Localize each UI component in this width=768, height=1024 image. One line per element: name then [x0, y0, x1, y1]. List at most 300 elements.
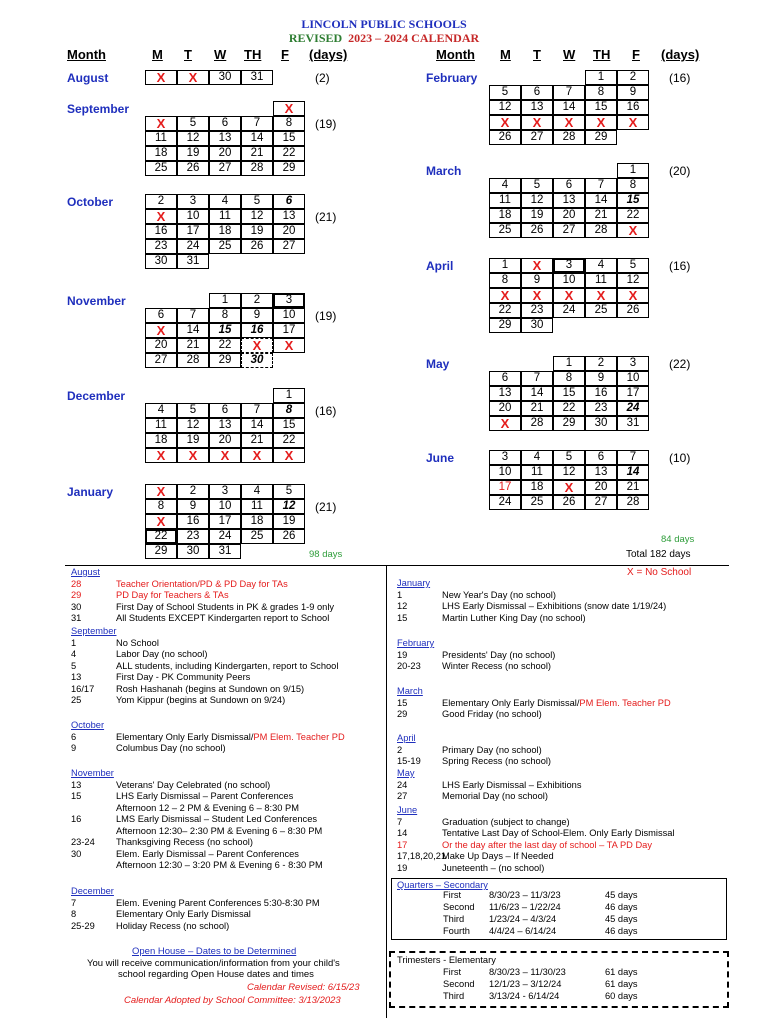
day-cell-march: 19: [521, 208, 553, 223]
term-range: 12/1/23 – 3/12/24: [489, 979, 562, 989]
col-f-left: F: [281, 47, 289, 62]
event-text: Rosh Hashanah (begins at Sundown on 9/15): [116, 683, 305, 694]
day-cell-december: 4: [145, 403, 177, 418]
day-cell-june: 24: [489, 495, 521, 510]
col-m-right: M: [500, 47, 511, 62]
event-date: 19: [397, 862, 408, 873]
day-cell-november: 29: [209, 353, 241, 368]
event-date: 19: [397, 649, 408, 660]
term-days: 60 days: [605, 991, 638, 1001]
day-cell-april: 5: [617, 258, 649, 273]
day-cell-march: 14: [585, 193, 617, 208]
day-cell-may: 23: [585, 401, 617, 416]
day-cell-january: 11: [241, 499, 273, 514]
day-cell-april: X: [617, 288, 649, 303]
event-date: 28: [71, 578, 82, 589]
event-text: Martin Luther King Day (no school): [442, 612, 586, 623]
day-cell-march: 5: [521, 178, 553, 193]
day-cell-may: X: [489, 416, 521, 431]
day-cell-april: X: [553, 288, 585, 303]
day-cell-october: X: [145, 209, 177, 224]
day-cell-december: 11: [145, 418, 177, 433]
day-cell-november: 21: [177, 338, 209, 353]
day-cell-january: 2: [177, 484, 209, 499]
day-cell-september: 18: [145, 146, 177, 161]
day-cell-october: 6: [273, 194, 305, 209]
event-date: 15: [397, 697, 408, 708]
day-cell-march: 11: [489, 193, 521, 208]
event-section-january: January: [397, 578, 431, 588]
day-cell-april: X: [585, 288, 617, 303]
day-cell-february: 8: [585, 85, 617, 100]
day-cell-october: 13: [273, 209, 305, 224]
event-date: 16: [71, 814, 82, 824]
day-cell-may: 7: [521, 371, 553, 386]
term-name: Second: [443, 902, 475, 912]
term-days: 46 days: [605, 902, 638, 912]
day-cell-october: 10: [177, 209, 209, 224]
day-cell-april: 10: [553, 273, 585, 288]
day-cell-june: 6: [585, 450, 617, 465]
day-cell-january: 23: [177, 529, 209, 544]
day-cell-january: X: [145, 514, 177, 529]
month-days-november: (19): [315, 309, 337, 323]
term-range: 8/30/23 – 11/3/23: [489, 890, 561, 900]
divider-horizontal: [65, 565, 729, 566]
event-text: LMS Early Dismissal – Student Led Conferences: [116, 814, 318, 824]
day-cell-september: 12: [177, 131, 209, 146]
day-cell-march: 8: [617, 178, 649, 193]
event-text: First Day - PK Community Peers: [116, 672, 251, 682]
event-date: 9: [71, 743, 77, 753]
month-name-august: August: [67, 71, 109, 85]
day-cell-march: X: [617, 223, 649, 238]
event-date: 7: [71, 897, 77, 908]
day-cell-december: 14: [241, 418, 273, 433]
day-cell-october: 24: [177, 239, 209, 254]
day-cell-september: 6: [209, 116, 241, 131]
day-cell-august: 31: [241, 70, 273, 85]
day-cell-january: 10: [209, 499, 241, 514]
col-f-right: F: [632, 47, 640, 62]
day-cell-december: 15: [273, 418, 305, 433]
day-cell-june: 7: [617, 450, 649, 465]
day-cell-october: 31: [177, 254, 209, 269]
event-date: 16/17: [71, 683, 95, 694]
event-text: Yom Kippur (begins at Sundown on 9/24): [116, 695, 286, 705]
day-cell-september: 5: [177, 116, 209, 131]
day-cell-january: 19: [273, 514, 305, 529]
day-cell-october: 11: [209, 209, 241, 224]
day-cell-february: 15: [585, 100, 617, 115]
day-cell-january: 22: [145, 529, 177, 544]
revised-label: REVISED: [288, 31, 343, 45]
day-cell-september: 22: [273, 146, 305, 161]
day-cell-june: 3: [489, 450, 521, 465]
day-cell-march: 27: [553, 223, 585, 238]
day-cell-april: X: [521, 288, 553, 303]
event-section-april: April: [397, 733, 416, 743]
day-cell-october: 4: [209, 194, 241, 209]
day-cell-november: 8: [209, 308, 241, 323]
month-days-june: (10): [669, 451, 691, 465]
day-cell-december: 6: [209, 403, 241, 418]
day-cell-april: 11: [585, 273, 617, 288]
event-text: No School: [116, 637, 159, 648]
day-cell-june: 18: [521, 480, 553, 495]
day-cell-february: 1: [585, 70, 617, 85]
day-cell-may: 1: [553, 356, 585, 371]
day-cell-september: 15: [273, 131, 305, 146]
term-name: First: [443, 967, 462, 977]
event-date: 15-19: [397, 756, 421, 766]
day-cell-january: 9: [177, 499, 209, 514]
day-cell-may: 22: [553, 401, 585, 416]
event-section-september: September: [71, 626, 117, 636]
day-cell-december: X: [177, 448, 209, 463]
day-cell-september: 20: [209, 146, 241, 161]
open-house-note-1: You will receive communication/information from your child's: [87, 958, 340, 969]
day-cell-january: 29: [145, 544, 177, 559]
day-cell-march: 12: [521, 193, 553, 208]
day-cell-october: 23: [145, 239, 177, 254]
event-text: Make Up Days – If Needed: [442, 851, 554, 861]
day-cell-january: 24: [209, 529, 241, 544]
month-name-december: December: [67, 389, 126, 403]
month-name-march: March: [426, 164, 462, 178]
month-days-february: (16): [669, 71, 691, 85]
event-text: Columbus Day (no school): [116, 743, 226, 753]
day-cell-october: 16: [145, 224, 177, 239]
day-cell-january: 18: [241, 514, 273, 529]
month-days-april: (16): [669, 259, 691, 273]
day-cell-september: 7: [241, 116, 273, 131]
event-date: 30: [71, 601, 82, 612]
day-cell-december: 18: [145, 433, 177, 448]
day-cell-october: 19: [241, 224, 273, 239]
day-cell-june: 12: [553, 465, 585, 480]
day-cell-january: 17: [209, 514, 241, 529]
col-th-left: TH: [244, 47, 262, 62]
day-cell-december: 7: [241, 403, 273, 418]
day-cell-september: 11: [145, 131, 177, 146]
day-cell-january: 8: [145, 499, 177, 514]
quarters-title: Quarters – Secondary: [397, 880, 488, 890]
day-cell-november: 22: [209, 338, 241, 353]
day-cell-june: 13: [585, 465, 617, 480]
day-cell-september: 13: [209, 131, 241, 146]
event-date: 17,18,20,21: [397, 851, 447, 861]
day-cell-august: 30: [209, 70, 241, 85]
day-cell-october: 26: [241, 239, 273, 254]
day-cell-january: 31: [209, 544, 241, 559]
day-cell-may: 16: [585, 386, 617, 401]
term-range: 11/6/23 – 1/22/24: [489, 902, 561, 912]
event-text: First Day of School Students in PK & grades 1-9 only: [116, 601, 335, 612]
day-cell-october: 3: [177, 194, 209, 209]
day-cell-april: 1: [489, 258, 521, 273]
col-w-right: W: [563, 47, 576, 62]
event-date: 1: [71, 637, 77, 648]
day-cell-november: 7: [177, 308, 209, 323]
day-cell-november: 9: [241, 308, 273, 323]
day-cell-january: 3: [209, 484, 241, 499]
event-date: 6: [71, 731, 77, 742]
event-text: New Year's Day (no school): [442, 589, 556, 600]
event-section-may: May: [397, 768, 415, 778]
day-cell-april: 30: [521, 318, 553, 333]
day-cell-april: 12: [617, 273, 649, 288]
day-cell-february: 9: [617, 85, 649, 100]
trimesters-title: Trimesters - Elementary: [397, 955, 496, 965]
day-cell-april: 26: [617, 303, 649, 318]
day-cell-january: X: [145, 484, 177, 499]
day-cell-march: 15: [617, 193, 649, 208]
event-text: Good Friday (no school): [442, 709, 542, 719]
term-range: 8/30/23 – 11/30/23: [489, 967, 566, 977]
day-cell-june: 17: [489, 480, 521, 495]
day-cell-august: X: [145, 70, 177, 85]
day-cell-may: 2: [585, 356, 617, 371]
event-text: Teacher Orientation/PD & PD Day for TAs: [116, 578, 288, 589]
day-cell-april: 25: [585, 303, 617, 318]
calendar-adopted-date: Calendar Adopted by School Committee: 3/13/2023: [124, 995, 341, 1006]
day-cell-september: 8: [273, 116, 305, 131]
term-name: Fourth: [443, 926, 470, 936]
term-range: 4/4/24 – 6/14/24: [489, 926, 557, 936]
day-cell-february: 12: [489, 100, 521, 115]
day-cell-march: 20: [553, 208, 585, 223]
day-cell-october: 5: [241, 194, 273, 209]
term-days: 61 days: [605, 979, 638, 989]
event-text: Or the day after the last day of school – TA PD Day: [442, 839, 652, 850]
day-cell-may: 8: [553, 371, 585, 386]
day-cell-february: 7: [553, 85, 585, 100]
event-section-december: December: [71, 886, 114, 896]
day-cell-june: 26: [553, 495, 585, 510]
open-house-note-2: school regarding Open House dates and times: [118, 969, 314, 980]
day-cell-april: 29: [489, 318, 521, 333]
day-cell-may: 20: [489, 401, 521, 416]
event-date: 25-29: [71, 920, 95, 931]
term-name: Third: [443, 991, 465, 1001]
day-cell-march: 13: [553, 193, 585, 208]
event-text: All Students EXCEPT Kindergarten report to School: [116, 613, 330, 623]
event-text: Elem. Evening Parent Conferences 5:30-8:30 PM: [116, 897, 320, 908]
day-cell-april: X: [489, 288, 521, 303]
day-cell-january: 25: [241, 529, 273, 544]
day-cell-november: 20: [145, 338, 177, 353]
event-date: 27: [397, 791, 408, 801]
col-th-right: TH: [593, 47, 611, 62]
event-text: LHS Early Dismissal – Exhibitions (snow date 1/19/24): [442, 601, 667, 611]
event-text: Elementary Only Early Dismissal/PM Elem. Teacher PD: [116, 731, 345, 742]
calendar-year-label: 2023 – 2024 CALENDAR: [348, 31, 480, 45]
day-cell-october: 30: [145, 254, 177, 269]
month-days-december: (16): [315, 404, 337, 418]
month-days-september: (19): [315, 117, 337, 131]
event-section-march: March: [397, 686, 423, 696]
day-cell-february: 14: [553, 100, 585, 115]
event-date: 23-24: [71, 837, 95, 847]
day-cell-august: X: [177, 70, 209, 85]
day-cell-february: X: [489, 115, 521, 130]
day-cell-october: 18: [209, 224, 241, 239]
day-cell-february: 26: [489, 130, 521, 145]
month-name-may: May: [426, 357, 450, 371]
event-date: 2: [397, 744, 403, 755]
day-cell-april: 22: [489, 303, 521, 318]
open-house-title: Open House – Dates to be Determined: [132, 946, 297, 957]
day-cell-june: 5: [553, 450, 585, 465]
day-cell-march: 26: [521, 223, 553, 238]
month-name-november: November: [67, 294, 126, 308]
event-text: Winter Recess (no school): [442, 661, 552, 671]
day-cell-november: X: [241, 338, 273, 353]
month-days-august: (2): [315, 71, 330, 85]
event-date: 15: [397, 612, 408, 623]
day-cell-march: 1: [617, 163, 649, 178]
day-cell-april: 23: [521, 303, 553, 318]
event-text: PD Day for Teachers & TAs: [116, 590, 229, 600]
day-cell-december: X: [209, 448, 241, 463]
event-section-february: February: [397, 638, 435, 648]
day-cell-december: 5: [177, 403, 209, 418]
day-cell-february: 5: [489, 85, 521, 100]
day-cell-january: 4: [241, 484, 273, 499]
event-date: 15: [71, 791, 82, 801]
day-cell-september: 21: [241, 146, 273, 161]
day-cell-february: 16: [617, 100, 649, 115]
day-cell-october: 12: [241, 209, 273, 224]
day-cell-october: 27: [273, 239, 305, 254]
day-cell-february: 27: [521, 130, 553, 145]
event-section-june: June: [397, 805, 418, 815]
day-cell-january: 16: [177, 514, 209, 529]
event-text: Afternoon 12 – 2 PM & Evening 6 – 8:30 PM: [116, 802, 299, 813]
day-cell-march: 22: [617, 208, 649, 223]
day-cell-may: 17: [617, 386, 649, 401]
day-cell-december: 1: [273, 388, 305, 403]
event-text: LHS Early Dismissal – Exhibitions: [442, 779, 582, 790]
event-text: Primary Day (no school): [442, 744, 542, 755]
day-cell-june: 4: [521, 450, 553, 465]
event-date: 29: [397, 709, 408, 719]
day-cell-february: 6: [521, 85, 553, 100]
day-cell-march: 6: [553, 178, 585, 193]
day-cell-january: 30: [177, 544, 209, 559]
day-cell-february: 2: [617, 70, 649, 85]
event-date: 29: [71, 590, 82, 600]
day-cell-april: X: [521, 258, 553, 273]
day-cell-december: 21: [241, 433, 273, 448]
day-cell-april: 3: [553, 258, 585, 273]
day-cell-february: X: [585, 115, 617, 130]
day-cell-november: 16: [241, 323, 273, 338]
event-text: Presidents' Day (no school): [442, 649, 556, 660]
month-name-april: April: [426, 259, 454, 273]
day-cell-may: 30: [585, 416, 617, 431]
day-cell-march: 18: [489, 208, 521, 223]
event-date: 1: [397, 589, 403, 600]
day-cell-november: 1: [209, 293, 241, 308]
event-text: Labor Day (no school): [116, 649, 208, 659]
col-days-right: (days): [661, 47, 700, 62]
day-cell-june: 20: [585, 480, 617, 495]
day-cell-september: 27: [209, 161, 241, 176]
event-text: Spring Recess (no school): [442, 756, 552, 766]
day-cell-december: X: [273, 448, 305, 463]
col-month-left: Month: [67, 47, 106, 62]
day-cell-september: 19: [177, 146, 209, 161]
event-text: Veterans' Day Celebrated (no school): [116, 779, 271, 790]
event-date: 25: [71, 695, 82, 705]
day-cell-september: 28: [241, 161, 273, 176]
day-cell-june: 28: [617, 495, 649, 510]
day-cell-november: 6: [145, 308, 177, 323]
day-cell-april: 8: [489, 273, 521, 288]
day-cell-october: 25: [209, 239, 241, 254]
month-name-january: January: [67, 485, 114, 499]
event-date: 5: [71, 660, 77, 671]
event-date: 12: [397, 601, 408, 611]
day-cell-april: 4: [585, 258, 617, 273]
day-cell-december: 20: [209, 433, 241, 448]
col-t-left: T: [184, 47, 192, 62]
day-cell-november: 14: [177, 323, 209, 338]
event-text: Juneteenth – (no school): [442, 862, 545, 873]
event-text: ALL students, including Kindergarten, report to School: [116, 660, 339, 671]
event-date: 7: [397, 816, 403, 827]
right-subtotal: 84 days: [661, 534, 695, 545]
day-cell-january: 12: [273, 499, 305, 514]
day-cell-november: 2: [241, 293, 273, 308]
day-cell-september: 14: [241, 131, 273, 146]
day-cell-june: 21: [617, 480, 649, 495]
day-cell-may: 10: [617, 371, 649, 386]
col-month-right: Month: [436, 47, 475, 62]
event-date: 24: [397, 779, 408, 790]
day-cell-september: X: [273, 101, 305, 116]
event-text: Tentative Last Day of School-Elem. Only Early Dismissal: [442, 828, 675, 838]
day-cell-november: 30: [241, 353, 273, 368]
term-days: 61 days: [605, 967, 638, 977]
event-date: 14: [397, 828, 408, 838]
month-days-october: (21): [315, 210, 337, 224]
term-range: 3/13/24 - 6/14/24: [489, 991, 560, 1001]
day-cell-september: X: [145, 116, 177, 131]
day-cell-november: 3: [273, 293, 305, 308]
day-cell-may: 15: [553, 386, 585, 401]
event-date: 4: [71, 649, 77, 659]
day-cell-june: 25: [521, 495, 553, 510]
day-cell-december: 12: [177, 418, 209, 433]
event-text: Graduation (subject to change): [442, 816, 570, 827]
event-section-august: August: [71, 567, 100, 577]
event-date: 20-23: [397, 661, 421, 671]
day-cell-january: 5: [273, 484, 305, 499]
day-cell-may: 13: [489, 386, 521, 401]
day-cell-december: X: [145, 448, 177, 463]
day-cell-november: X: [273, 338, 305, 353]
month-days-march: (20): [669, 164, 691, 178]
month-name-february: February: [426, 71, 478, 85]
month-days-may: (22): [669, 357, 691, 371]
day-cell-march: 21: [585, 208, 617, 223]
day-cell-may: 9: [585, 371, 617, 386]
event-text: Memorial Day (no school): [442, 791, 548, 801]
day-cell-may: 6: [489, 371, 521, 386]
